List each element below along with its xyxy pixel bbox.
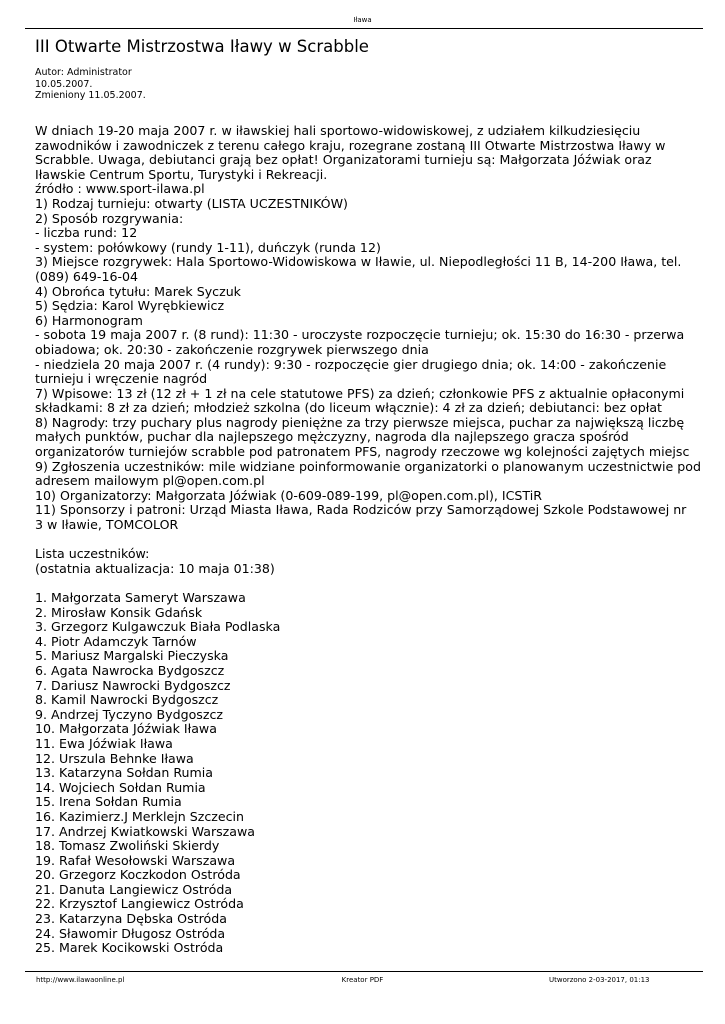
intro-line: adresem mailowym pl@open.com.pl — [35, 473, 265, 489]
participant-item: 5. Mariusz Margalski Pieczyska — [35, 648, 229, 664]
intro-line: turnieju i wręczenie nagród — [35, 371, 208, 387]
intro-line: 1) Rodzaj turnieju: otwarty (LISTA UCZESTNIKÓW) — [35, 195, 348, 211]
footer-created: Utworzono 2-03-2017, 01:13 — [549, 976, 650, 984]
participant-item: 10. Małgorzata Jóźwiak Iława — [35, 721, 217, 737]
participant-item: 2. Mirosław Konsik Gdańsk — [35, 604, 203, 620]
intro-line: źródło : www.sport-ilawa.pl — [35, 181, 205, 197]
participant-item: 22. Krzysztof Langiewicz Ostróda — [35, 896, 244, 912]
participant-item: 24. Sławomir Długosz Ostróda — [35, 925, 226, 941]
footer-divider — [25, 971, 703, 972]
intro-line: - system: połówkowy (rundy 1-11), duńczyk (runda 12) — [35, 239, 381, 255]
participant-item: 3. Grzegorz Kulgawczuk Biała Podlaska — [35, 619, 281, 635]
participant-item: 9. Andrzej Tyczyno Bydgoszcz — [35, 706, 224, 722]
intro-line: 8) Nagrody: trzy puchary plus nagrody pieniężne za trzy pierwsze miejsca, puchar za największą liczbę — [35, 414, 685, 430]
participant-item: 15. Irena Sołdan Rumia — [35, 794, 182, 810]
spacer — [35, 576, 705, 591]
participant-item: 19. Rafał Wesołowski Warszawa — [35, 852, 236, 868]
article-intro — [35, 124, 705, 533]
intro-line: - liczba rund: 12 — [35, 225, 138, 241]
intro-line: Scrabble. Uwaga, debiutanci grają bez opłat! Organizatorami turnieju są: Małgorzata Jóźwiak oraz — [35, 152, 652, 168]
intro-line: - niedziela 20 maja 2007 r. (4 rundy): 9:30 - rozpoczęcie gier drugiego dnia; ok. 14:00 - zakończenie — [35, 356, 667, 372]
intro-line: organizatorów turniejów scrabble pod patronatem PFS, nagrody rzeczowe wg kolejności zajętych miejsc — [35, 444, 690, 460]
intro-line: - sobota 19 maja 2007 r. (8 rund): 11:30 - uroczyste rozpoczęcie turnieju; ok. 15:30 do 16:30 - przerwa — [35, 327, 685, 343]
intro-line: 10) Organizatorzy: Małgorzata Jóźwiak (0-609-089-199, pl@open.com.pl), ICSTiR — [35, 487, 542, 503]
participant-item: 20. Grzegorz Koczkodon Ostróda — [35, 867, 241, 883]
participant-item: 21. Danuta Langiewicz Ostróda — [35, 881, 233, 897]
participant-item: 25. Marek Kocikowski Ostróda — [35, 940, 224, 956]
participant-item: 13. Katarzyna Sołdan Rumia — [35, 765, 214, 781]
intro-line: 6) Harmonogram — [35, 312, 143, 328]
participant-item: 1. Małgorzata Sameryt Warszawa — [35, 590, 246, 605]
participant-item: 17. Andrzej Kwiatkowski Warszawa — [35, 823, 256, 839]
participant-item: 8. Kamil Nawrocki Bydgoszcz — [35, 692, 219, 708]
participants-updated: (ostatnia aktualizacja: 10 maja 01:38) — [35, 560, 275, 576]
intro-line: 9) Zgłoszenia uczestników: mile widziane poinformowanie organizatorki o planowanym uczestnictwie pod — [35, 458, 701, 474]
intro-line: 11) Sponsorzy i patroni: Urząd Miasta Iława, Rada Rodziców przy Samorządowej Szkole Podstawowej nr — [35, 502, 687, 518]
intro-line: obiadowa; ok. 20:30 - zakończenie rozgrywek pierwszego dnia — [35, 341, 429, 357]
intro-line: 3 w Iławie, TOMCOLOR — [35, 517, 179, 533]
participant-item: 7. Dariusz Nawrocki Bydgoszcz — [35, 677, 231, 693]
participant-item: 16. Kazimierz.J Merklejn Szczecin — [35, 808, 245, 824]
participant-item: 11. Ewa Jóźwiak Iława — [35, 735, 173, 751]
participants-heading: Lista uczestników: — [35, 546, 150, 562]
author-line: Autor: Administrator — [35, 67, 132, 78]
intro-line: 4) Obrońca tytułu: Marek Syczuk — [35, 283, 241, 299]
intro-line: zawodników i zawodniczek z terenu całego kraju, rozegrane zostaną III Otwarte Mistrzostwa Iławy w — [35, 137, 666, 153]
intro-line: (089) 649-16-04 — [35, 268, 139, 284]
article-title: III Otwarte Mistrzostwa Iławy w Scrabble — [35, 37, 369, 56]
participant-item: 23. Katarzyna Dębska Ostróda — [35, 911, 227, 927]
header-divider — [25, 28, 703, 29]
intro-line: Iławskie Centrum Sportu, Turystyki i Rekreacji. — [35, 166, 328, 182]
participant-item: 4. Piotr Adamczyk Tarnów — [35, 633, 197, 649]
participant-item: 12. Urszula Behnke Iława — [35, 750, 194, 766]
intro-line: 5) Sędzia: Karol Wyrębkiewicz — [35, 298, 225, 314]
footer-creator: Kreator PDF — [341, 976, 384, 984]
modified-date: Zmieniony 11.05.2007. — [35, 90, 146, 101]
participant-item: 6. Agata Nawrocka Bydgoszcz — [35, 662, 225, 678]
participants-list — [35, 591, 705, 956]
intro-line: 7) Wpisowe: 13 zł (12 zł + 1 zł na cele statutowe PFS) za dzień; członkowie PFS z aktualnie opłaconymi — [35, 385, 685, 401]
site-header: Iława — [353, 16, 372, 24]
intro-line: 2) Sposób rozgrywania: — [35, 210, 184, 226]
intro-line: małych punktów, puchar dla najlepszego mężczyzny, nagroda dla najlepszego gracza spośród — [35, 429, 629, 445]
spacer — [35, 533, 705, 548]
intro-line: W dniach 19-20 maja 2007 r. w iławskiej hali sportowo-widowiskowej, z udziałem kilkudziesięciu — [35, 123, 641, 138]
intro-line: składkami: 8 zł za dzień; młodzież szkolna (do liceum włącznie): 4 zł za dzień; debiutanci: bez opłat — [35, 400, 662, 416]
created-date: 10.05.2007. — [35, 78, 93, 90]
footer-url: http://www.ilawaonline.pl — [36, 976, 125, 984]
article-body — [35, 124, 705, 956]
participant-item: 18. Tomasz Zwoliński Skierdy — [35, 838, 220, 854]
participant-item: 14. Wojciech Sołdan Rumia — [35, 779, 206, 795]
article-meta — [35, 67, 146, 102]
intro-line: 3) Miejsce rozgrywek: Hala Sportowo-Widowiskowa w Iławie, ul. Niepodległości 11 B, 14-200 Iława, tel. — [35, 254, 682, 270]
